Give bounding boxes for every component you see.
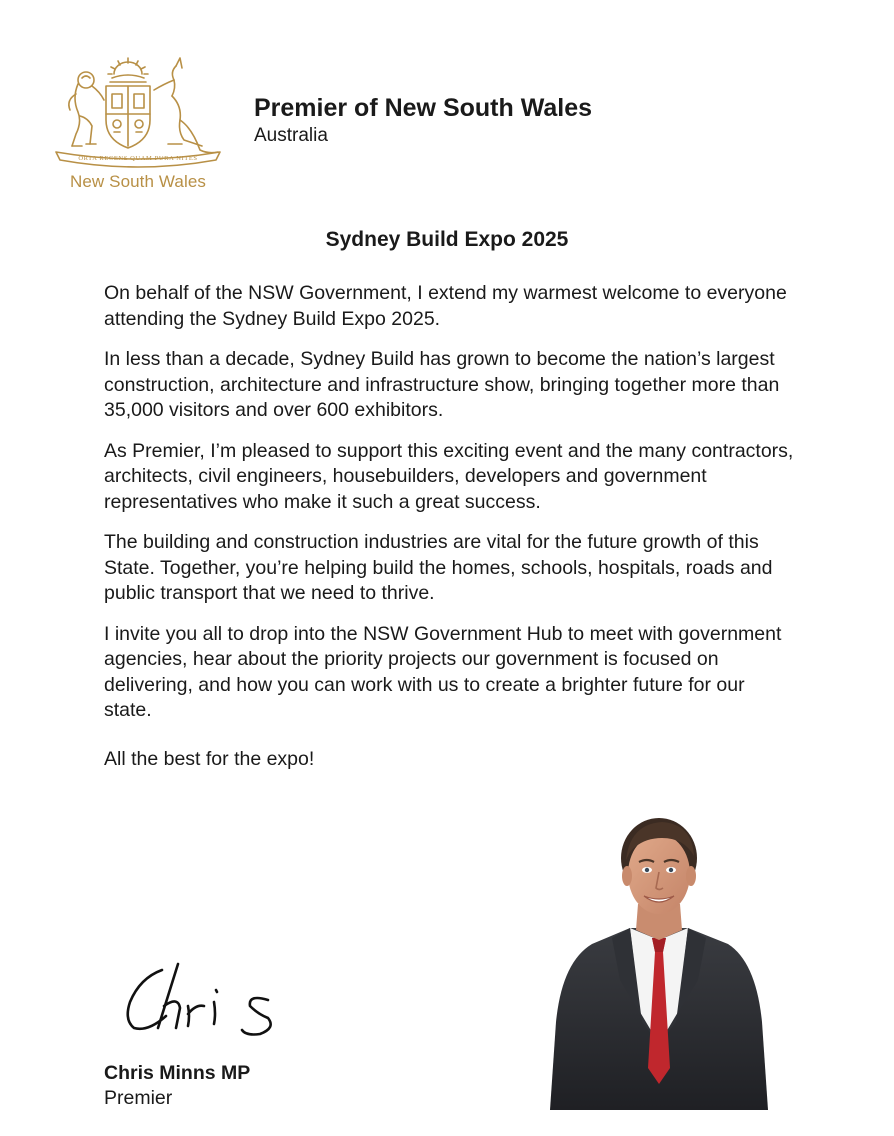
letterhead	[254, 92, 592, 148]
signatory-name: Chris Minns MP	[104, 1062, 251, 1084]
coat-of-arms-icon	[52, 54, 224, 169]
letter-body	[104, 281, 794, 787]
premier-portrait	[550, 812, 768, 1110]
paragraph: In less than a decade, Sydney Build has grown to become the nation’s largest construction, architecture and infrastructure show, bringing together more than 35,000 visitors and over 600 exhibitors.	[104, 348, 780, 421]
paragraph: On behalf of the NSW Government, I extend my warmest welcome to everyone attending the Sydney Build Expo 2025.	[104, 282, 787, 330]
document-title: Sydney Build Expo 2025	[325, 228, 569, 251]
closing-line: All the best for the expo!	[104, 747, 315, 770]
paragraph: As Premier, I’m pleased to support this exciting event and the many contractors, architects, civil engineers, housebuilders, developers and government representatives who make it such a great success.	[104, 439, 794, 513]
crest-motto: ORTA RECENS QUAM PURA NITES	[78, 155, 198, 162]
letterhead-title: Premier of New South Wales	[254, 94, 593, 122]
paragraph: I invite you all to drop into the NSW Government Hub to meet with government agencies, hear about the priority projects our government is focused on delivering, and how you can work with us to create a brighter future for our state.	[104, 622, 782, 721]
crest-caption: New South Wales	[70, 172, 206, 191]
nsw-coat-of-arms	[52, 54, 224, 194]
letterhead-subtitle: Australia	[254, 125, 328, 146]
handwritten-signature	[118, 956, 290, 1040]
signatory-role: Premier	[104, 1087, 173, 1109]
paragraph: The building and construction industries are vital for the future growth of this State. Together, you’re helping build the homes, schools, hospitals, roads and public transport that we need to thrive.	[104, 531, 773, 604]
